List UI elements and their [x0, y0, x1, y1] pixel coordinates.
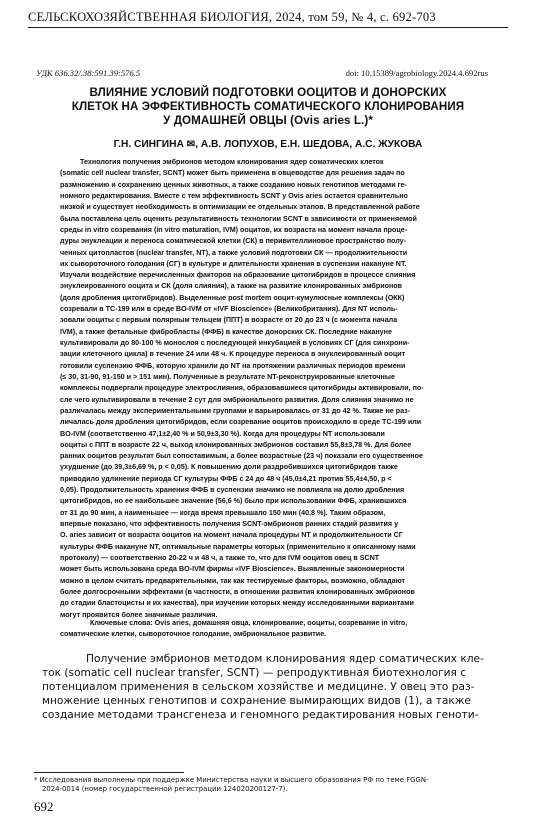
article-title: [28, 86, 508, 128]
abstract-line: ухудшение (до 39,3±6,69 %, p < 0,05). К повышению доли раздробившихся цитогибридов также: [60, 463, 398, 472]
body-text: [42, 652, 492, 722]
abstract-line: среды in vitro созревания (in vitro maturation, IVM) ооцитов, их возраста на момент начала проце-: [60, 225, 408, 234]
keywords-line-2: соматические клетки, сывороточное голодание, эмбриональное развитие.: [60, 630, 327, 639]
abstract-line: от 31 до 90 мин, а наименьшее — когда время превышало 150 мин (40,8 %). Таким образом,: [60, 508, 386, 517]
abstract-line: энуклеированного ооцита и СК (доля слияния), а также на развитие клонированных эмбрионов: [60, 282, 403, 291]
header-divider: [28, 27, 508, 28]
abstract-line: можно в целом считать предварительными, так как тестируемые факторы, возможно, обладают: [60, 576, 406, 585]
body-line: Получение эмбрионов методом клонирования ядер соматических кле-: [86, 653, 484, 665]
abstract-line: комплексы подвергали процедуре электрослияния, образовавшиеся цитогибриды активировали, по-: [60, 384, 424, 393]
body-line: потенциалом применения в сельском хозяйстве и медицине. У овец это раз-: [42, 681, 475, 694]
abstract-line: Технология получения эмбрионов методом клонирования ядер соматических клеток: [80, 158, 384, 166]
abstract-line: 0,05). Продолжительность хранения ФФБ в суспензии значимо не повлияла на долю дробления: [60, 486, 405, 495]
abstract-line: созревали в ТС-199 или в среде BO-IVM от «IVF Bioscience» (Великобритания). Для NT исполь-: [60, 305, 398, 314]
abstract-line: цитогибридов, но ее наибольшее значение (56,6 %) было при использовании ФФБ, хранившихся: [60, 497, 407, 506]
authors: Г.Н. СИНГИНА ✉, А.В. ЛОПУХОВ, Е.Н. ШЕДОВА, А.С. ЖУКОВА: [113, 139, 423, 150]
abstract-line: (доля дробления цитогибридов). Выделенные post mortem ооцит-кумулюсные комплексы (ОКК): [60, 293, 405, 302]
abstract-line: протоколу) — соответственно 20-22 ч и 48 ч, а также то, что для IVM ооцитов овец в SCNT: [60, 553, 380, 562]
footnote-line-2: 2024-0014 (номер государственной регистрации 124020200127-7).: [42, 785, 288, 793]
abstract-line: зации клеточного цикла) в течение 24 или 48 ч. К процедуре переноса в энуклеированный ооцит: [60, 350, 406, 359]
abstract-line: сле чего культивировали в течение 2 сут для эмбрионального развития. Доля слияния значимо не: [60, 395, 414, 404]
abstract-line: O. aries зависит от возраста ооцитов на момент начала процедуры NT и продолжительности СГ: [60, 531, 403, 540]
abstract-line: приводило удлинение периода СГ культуры ФФБ с 24 до 48 ч (45,0±4,21 против 55,4±4,50, p <: [60, 474, 392, 483]
footnote: [34, 776, 504, 794]
keywords-line-1: Ключевые слова: Ovis aries, домашняя овца, клонирование, ооциты, созревание in vitro,: [90, 619, 408, 627]
abstract-line: (≤ 30, 31-90, 91-150 и > 151 мин). Полученные в результате NT-реконструированные клеточные: [60, 372, 395, 381]
title-line-3: У ДОМАШНЕЙ ОВЦЫ (Ovis aries L.)*: [163, 114, 373, 127]
abstract-line: культивировали до 80-100 % монослоя с последующей инкубацией в условиях СГ (для синхрони-: [60, 339, 410, 347]
doi: doi: 10.15389/agrobiology.2024.4.692rus: [345, 68, 488, 78]
abstract-line: культуры ФФБ накануне NT, оптимальные параметры которых (применительно к описанному нами: [60, 542, 416, 551]
abstract-line: ченных цитопластов (nuclear transfer, NT), а также условий подготовки СК — продолжительности: [60, 248, 408, 257]
abstract-line: BO-IVM (соответственно 47,1±2,40 % и 50,9±3,30 %). Когда для процедуры NT использовали: [60, 429, 385, 438]
abstract-line: ранних ооцитов результат был сопоставимым, а более возрастные (23 ч) показали его существенное: [60, 452, 423, 461]
title-line-2: КЛЕТОК НА ЭФФЕКТИВНОСТЬ СОМАТИЧЕСКОГО КЛОНИРОВАНИЯ: [71, 100, 465, 113]
abstract-line: размножению и сохранению ценных животных, а также созданию новых генотипов методами ге-: [60, 180, 407, 189]
abstract-line: была поставлена цель оценить результативность технологии SCNT в зависимости от применяемой: [60, 214, 417, 223]
abstract-line: может быть использована среда BO-IVM фирмы «IVF Bioscience». Выявленные закономерности: [60, 565, 405, 574]
keywords: [60, 618, 470, 641]
abstract-line: номного редактирования. Вместе с тем эффективность SCNT у Ovis aries остается сравнительно: [60, 191, 408, 200]
abstract-line: Изучали воздействие перечисленных факторов на образование цитогибридов в процессе слияния: [60, 271, 416, 280]
abstract-line: личалась доля дробления цитогибридов, если созревание ооцитов происходило в среде ТС-199 или: [60, 418, 422, 427]
abstract: [60, 157, 470, 621]
abstract-line: дуры энуклеации и переноса соматической клетки (СК) в перивителлиновое пространство полу-: [60, 237, 406, 246]
abstract-line: зовали ооциты с первым полярным тельцем (ППТ) в возрасте от 20 до 23 ч (с момента начала: [60, 316, 398, 325]
footnote-divider: [34, 772, 184, 773]
abstract-line: низкой и существует необходимость в оптимизации ее отдельных этапов. В представленной работе: [60, 203, 420, 212]
abstract-line: готовили суспензию ФФБ, которую хранили до NT на протяжении различных периодов времени: [60, 361, 406, 370]
body-line: ток (somatic cell nuclear transfer, SCNT) — репродуктивная биотехнология с: [42, 667, 467, 680]
abstract-line: до стадии бластоцисты и их качества), при изучении которых между исследованными вариантами: [60, 599, 414, 608]
footnote-line-1: * Исследования выполнены при поддержке Министерства науки и высшего образования РФ по теме FGGN-: [34, 776, 429, 784]
body-line: создание методами трансгенеза и геномного редактирования новых геноти-: [42, 709, 479, 722]
abstract-line: ооциты с ППТ в возрасте 22 ч, выход клонированных эмбрионов составил 55,8±3,78 %. Для более: [60, 440, 412, 449]
abstract-line: впервые показано, что эффективность получения SCNT-эмбрионов ранних стадий развития у: [60, 520, 399, 528]
body-line: множение ценных генотипов и сохранение вымирающих видов (1), а также: [42, 695, 471, 708]
udk-code: УДК 636.32/.38:591.39:576.5: [36, 68, 141, 78]
abstract-line: IVM), а также фетальные фибробласты (ФФБ) в качестве донорских СК. Последние накануне: [60, 327, 392, 336]
abstract-line: различалась между экспериментальными группами и варьировалась от 31 до 42 %. Также не раз-: [60, 406, 411, 415]
abstract-line: могут проявится более значимые различия.: [60, 610, 218, 619]
page-number: 692: [34, 799, 54, 814]
title-line-1: ВЛИЯНИЕ УСЛОВИЙ ПОДГОТОВКИ ООЦИТОВ И ДОНОРСКИХ: [89, 86, 447, 99]
abstract-line: (somatic cell nuclear transfer, SCNT) может быть применена в овцеводстве для решения задач по: [60, 169, 405, 178]
abstract-line: их сывороточного голодания (СГ) в культуре и длительности хранения в суспензии накануне NT.: [60, 259, 407, 268]
journal-header: СЕЛЬСКОХОЗЯЙСТВЕННАЯ БИОЛОГИЯ, 2024, том 59, № 4, с. 692-703: [28, 10, 436, 24]
abstract-line: более долгосрочными эффектами (в частности, в отношении развития клонированных эмбрионов: [60, 587, 415, 596]
